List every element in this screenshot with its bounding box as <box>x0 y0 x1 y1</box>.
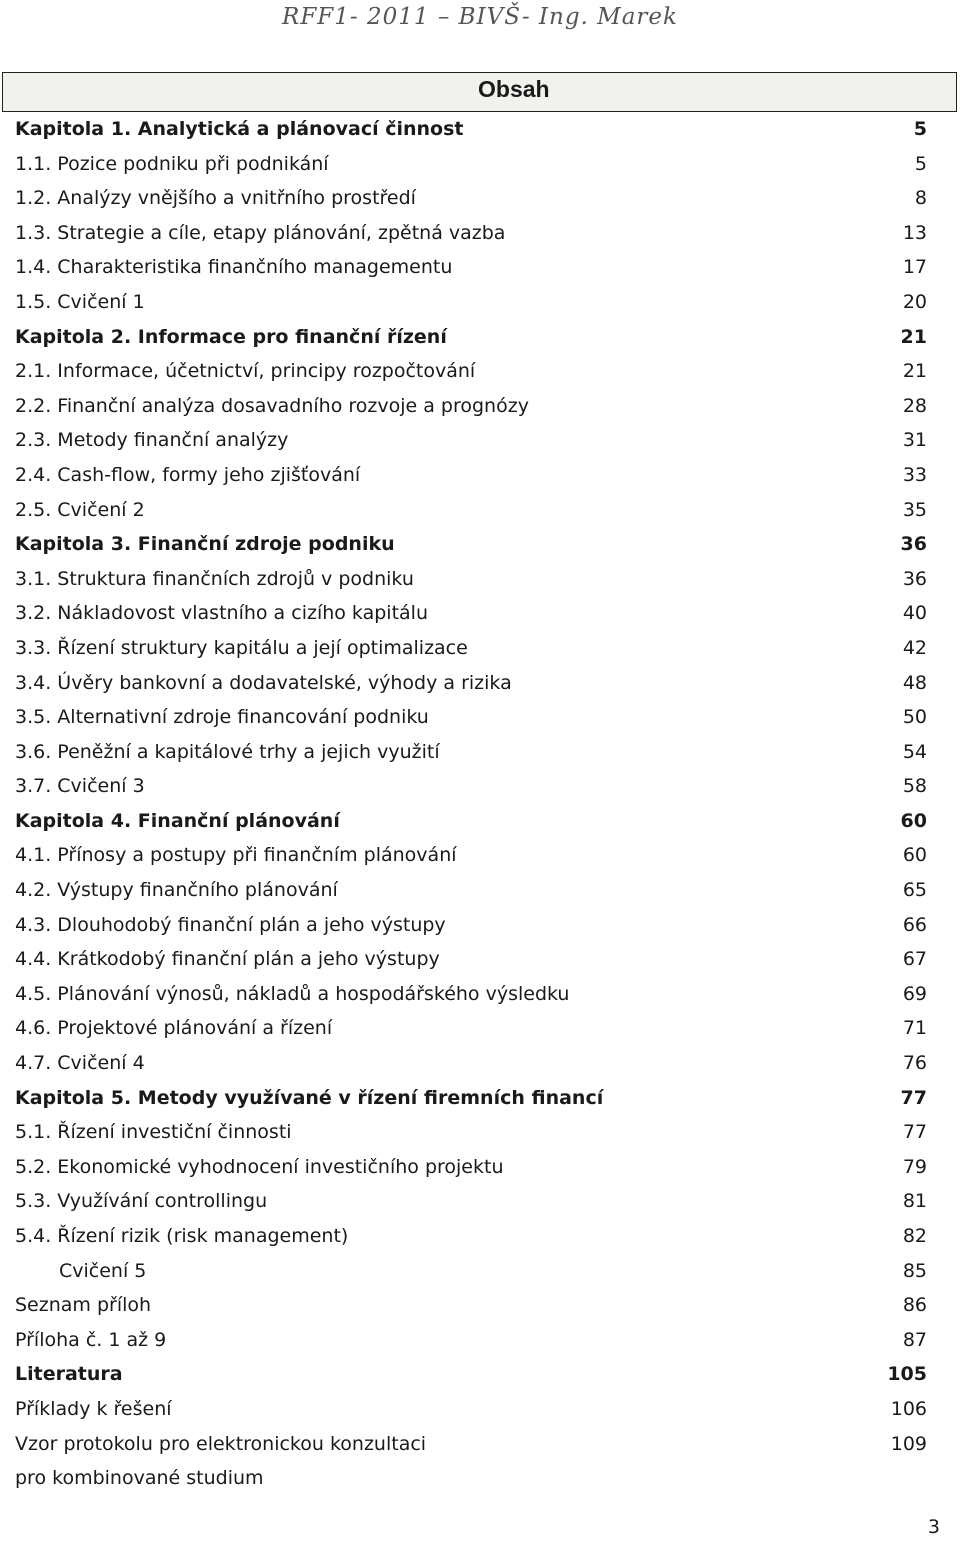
toc-entry-title: Kapitola 3. Finanční zdroje podniku <box>15 533 395 556</box>
toc-entry-title: 3.2. Nákladovost vlastního a cizího kapitálu <box>15 602 428 625</box>
toc-entry-title: Kapitola 1. Analytická a plánovací činnost <box>15 118 464 140</box>
toc-entry[interactable] <box>15 1427 945 1462</box>
toc-entry-page: 86 <box>902 1294 927 1317</box>
toc-entry-title: Cvičení 5 <box>59 1259 147 1282</box>
toc-entry[interactable] <box>15 562 945 597</box>
toc-entry[interactable] <box>15 700 945 735</box>
toc-entry-page: 21 <box>900 325 927 348</box>
toc-entry[interactable] <box>15 1323 945 1358</box>
toc-entry-title: 4.4. Krátkodobý finanční plán a jeho výstupy <box>15 948 440 971</box>
toc-entry-page: 77 <box>902 1121 927 1144</box>
toc-entry-title: Vzor protokolu pro elektronickou konzultaci <box>15 1432 427 1455</box>
toc-entry[interactable] <box>15 838 945 873</box>
toc-entry[interactable] <box>15 216 945 251</box>
toc-entry[interactable] <box>15 1081 945 1116</box>
toc-entry[interactable] <box>15 423 945 458</box>
toc-entry-title: Literatura <box>15 1363 123 1386</box>
toc-entry-page: 79 <box>902 1155 927 1178</box>
toc-entry[interactable] <box>15 181 945 216</box>
toc-entry-title: 1.4. Charakteristika finančního managementu <box>15 256 453 279</box>
toc-entry-page: 76 <box>902 1052 927 1075</box>
toc-entry-page: 33 <box>902 463 927 486</box>
toc-entry[interactable] <box>15 873 945 908</box>
toc-entry-page: 60 <box>900 809 927 832</box>
toc-entry-page: 42 <box>902 636 927 659</box>
toc-entry[interactable] <box>15 250 945 285</box>
toc-entry[interactable] <box>15 977 945 1012</box>
toc-entry[interactable] <box>15 804 945 839</box>
toc-entry-page: 40 <box>902 602 927 625</box>
toc-entry-title: 4.5. Plánování výnosů, nákladů a hospodářského výsledku <box>15 982 570 1005</box>
toc-entry-page: 20 <box>902 290 927 313</box>
toc-entry-title: 5.4. Řízení rizik (risk management) <box>15 1225 349 1247</box>
toc-entry-title: 5.2. Ekonomické vyhodnocení investičního projektu <box>15 1155 504 1178</box>
toc-entry-page: 81 <box>902 1190 927 1213</box>
toc-entry-title: 2.1. Informace, účetnictví, principy rozpočtování <box>15 360 476 383</box>
toc-entry-title: Kapitola 5. Metody využívané v řízení firemních financí <box>15 1086 604 1109</box>
toc-entry-page: 50 <box>902 706 927 729</box>
toc-entry-title: 3.1. Struktura finančních zdrojů v podniku <box>15 567 414 590</box>
toc-entry-title: 3.5. Alternativní zdroje financování podniku <box>15 706 429 729</box>
toc-entry-page: 58 <box>902 775 927 798</box>
toc-entry-page: 36 <box>900 533 927 556</box>
toc-entry[interactable] <box>15 354 945 389</box>
toc-entry[interactable] <box>15 1115 945 1150</box>
toc-entry[interactable] <box>15 1357 945 1392</box>
toc-entry[interactable] <box>15 1219 945 1254</box>
toc-entry-page: 85 <box>902 1259 927 1282</box>
toc-entry-page: 5 <box>913 118 927 140</box>
toc-entry-page: 35 <box>902 498 927 521</box>
toc-entry-title: 1.3. Strategie a cíle, etapy plánování, zpětná vazba <box>15 221 506 244</box>
toc-entry[interactable] <box>15 389 945 424</box>
toc-entry-page: 106 <box>890 1397 927 1420</box>
toc-entry-title: 5.3. Využívání controllingu <box>15 1190 268 1213</box>
toc-entry-page: 13 <box>902 221 927 244</box>
toc-entry[interactable] <box>15 1011 945 1046</box>
toc-entry-page: 69 <box>902 982 927 1005</box>
toc-entry-title: Kapitola 4. Finanční plánování <box>15 809 340 832</box>
toc-entry-page: 71 <box>902 1017 927 1040</box>
toc-entry-title: 3.4. Úvěry bankovní a dodavatelské, výhody a rizika <box>15 671 512 694</box>
toc-entry[interactable] <box>15 666 945 701</box>
toc-entry-title: 2.3. Metody finanční analýzy <box>15 429 289 452</box>
toc-entry[interactable] <box>15 1254 945 1289</box>
toc-entry-title: Příloha č. 1 až 9 <box>15 1328 167 1351</box>
toc-entry[interactable] <box>15 596 945 631</box>
toc-entry[interactable] <box>15 285 945 320</box>
toc-entry-page: 21 <box>902 360 927 383</box>
toc-entry[interactable] <box>15 1288 945 1323</box>
toc-entry-page: 5 <box>914 152 927 175</box>
toc-entry-page: 82 <box>902 1225 927 1247</box>
toc-entry[interactable] <box>15 112 945 147</box>
page-number: 3 <box>927 1516 940 1538</box>
toc-entry-title: 2.5. Cvičení 2 <box>15 498 145 521</box>
toc-entry-page: 67 <box>902 948 927 971</box>
toc-entry[interactable] <box>15 769 945 804</box>
toc-entry[interactable] <box>15 1184 945 1219</box>
toc-entry-title: 4.6. Projektové plánování a řízení <box>15 1017 333 1040</box>
toc-entry-title: 4.3. Dlouhodobý finanční plán a jeho výstupy <box>15 913 446 936</box>
toc-entry[interactable] <box>15 631 945 666</box>
toc-entry[interactable] <box>15 493 945 528</box>
toc-entry[interactable] <box>15 458 945 493</box>
toc-entry-title: 1.2. Analýzy vnějšího a vnitřního prostředí <box>15 187 416 210</box>
toc-entry-page: 77 <box>900 1086 927 1109</box>
toc-entry[interactable] <box>15 942 945 977</box>
toc-entry-title: 1.1. Pozice podniku při podnikání <box>15 152 329 175</box>
table-of-contents <box>15 112 945 1496</box>
toc-entry[interactable] <box>15 1046 945 1081</box>
toc-entry[interactable] <box>15 1150 945 1185</box>
toc-entry-title: 3.7. Cvičení 3 <box>15 775 145 798</box>
toc-entry[interactable] <box>15 1461 945 1496</box>
toc-entry-page: 60 <box>902 844 927 867</box>
toc-entry[interactable] <box>15 735 945 770</box>
toc-entry-page: 54 <box>902 740 927 763</box>
toc-entry-title: 1.5. Cvičení 1 <box>15 290 145 313</box>
toc-entry-page: 65 <box>902 879 927 902</box>
page-header: RFF1- 2011 – BIVŠ- Ing. Marek <box>282 4 678 30</box>
toc-entry-page: 28 <box>902 394 927 417</box>
toc-entry-page: 17 <box>902 256 927 279</box>
toc-entry-title: 4.2. Výstupy finančního plánování <box>15 879 338 902</box>
toc-entry-page: 105 <box>887 1363 927 1386</box>
toc-entry-title: Příklady k řešení <box>15 1397 172 1420</box>
toc-entry-title: 2.2. Finanční analýza dosavadního rozvoje a prognózy <box>15 394 529 417</box>
toc-entry[interactable] <box>15 147 945 182</box>
contents-title: Obsah <box>478 76 550 102</box>
toc-entry-title: Kapitola 2. Informace pro finanční řízení <box>15 325 447 348</box>
toc-entry-page: 66 <box>902 913 927 936</box>
toc-entry-title: 5.1. Řízení investiční činnosti <box>15 1121 292 1144</box>
toc-entry-page: 31 <box>902 429 927 452</box>
toc-entry[interactable] <box>15 908 945 943</box>
toc-entry[interactable] <box>15 527 945 562</box>
toc-entry-page: 109 <box>890 1432 927 1455</box>
toc-entry-title: 3.6. Peněžní a kapitálové trhy a jejich využití <box>15 740 440 763</box>
toc-entry-title: pro kombinované studium <box>15 1467 264 1490</box>
toc-entry-page: 8 <box>914 187 927 210</box>
toc-entry-title: 4.7. Cvičení 4 <box>15 1052 145 1075</box>
toc-entry-title: Seznam příloh <box>15 1294 152 1317</box>
toc-entry-page: 87 <box>902 1328 927 1351</box>
toc-entry-title: 4.1. Přínosy a postupy při finančním plánování <box>15 844 457 867</box>
toc-entry[interactable] <box>15 1392 945 1427</box>
toc-entry-page: 36 <box>902 567 927 590</box>
toc-entry[interactable] <box>15 320 945 355</box>
toc-entry-title: 3.3. Řízení struktury kapitálu a její optimalizace <box>15 636 468 659</box>
toc-entry-title: 2.4. Cash-flow, formy jeho zjišťování <box>15 463 361 486</box>
toc-entry-page: 48 <box>902 671 927 694</box>
